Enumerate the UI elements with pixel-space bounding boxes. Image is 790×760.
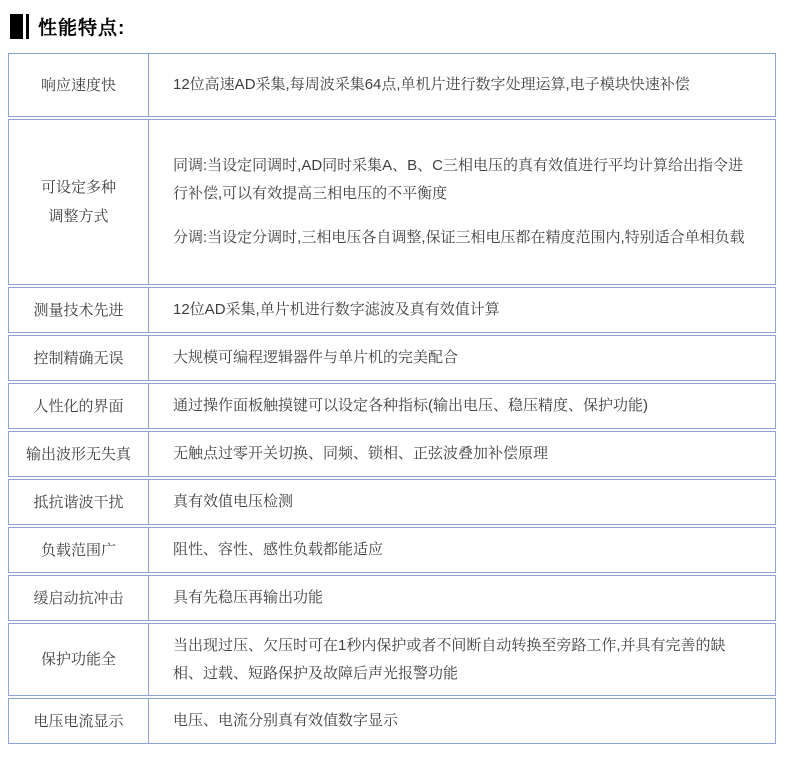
table-row xyxy=(8,623,776,696)
feature-label-cell xyxy=(9,480,149,524)
feature-content-paragraph: 当出现过压、欠压时可在1秒内保护或者不间断自动转换至旁路工作,并具有完善的缺相、过载、短路保护及故障后声光报警功能 xyxy=(173,636,726,682)
feature-content-paragraph: 电压、电流分别真有效值数字显示 xyxy=(173,712,399,729)
feature-label-cell xyxy=(9,54,149,116)
feature-content-cell xyxy=(149,432,775,476)
feature-label-line: 人性化的界面 xyxy=(33,397,124,415)
table-row xyxy=(8,479,776,525)
feature-content-cell xyxy=(149,480,775,524)
feature-label-cell xyxy=(9,576,149,620)
page-title xyxy=(10,13,790,40)
feature-content-paragraph: 具有先稳压再输出功能 xyxy=(173,589,324,606)
feature-label-cell xyxy=(9,384,149,428)
feature-content-paragraph: 通过操作面板触摸键可以设定各种指标(输出电压、稳压精度、保护功能) xyxy=(173,397,648,414)
feature-label-cell xyxy=(9,288,149,332)
feature-label-line: 输出波形无失真 xyxy=(25,445,131,463)
table-row xyxy=(8,383,776,429)
table-row xyxy=(8,698,776,744)
feature-content-cell xyxy=(149,699,775,743)
feature-label-line: 缓启动抗冲击 xyxy=(33,589,124,607)
feature-content-paragraph: 真有效值电压检测 xyxy=(173,493,294,510)
feature-content-cell xyxy=(149,54,775,116)
feature-label-line: 调整方式 xyxy=(48,208,109,225)
title-marker-icon xyxy=(10,14,29,39)
title-marker-thick-bar xyxy=(10,14,23,39)
feature-label-cell xyxy=(9,336,149,380)
feature-label-cell xyxy=(9,699,149,743)
page-title-text: 性能特点: xyxy=(38,18,126,39)
feature-content-cell xyxy=(149,528,775,572)
feature-content-paragraph: 无触点过零开关切换、同频、锁相、正弦波叠加补偿原理 xyxy=(173,445,549,462)
feature-content-paragraph: 分调:当设定分调时,三相电压各自调整,保证三相电压都在精度范围内,特别适合单相负载 xyxy=(173,229,745,246)
feature-label-cell xyxy=(9,624,149,695)
title-marker-thin-bar xyxy=(26,14,29,39)
feature-label-line: 保护功能全 xyxy=(40,651,116,668)
feature-label-line: 负载范围广 xyxy=(40,541,116,559)
feature-label-line: 响应速度快 xyxy=(40,76,116,94)
table-row xyxy=(8,53,776,117)
feature-content-paragraph: 阻性、容性、感性负载都能适应 xyxy=(173,541,384,558)
table-row xyxy=(8,119,776,285)
table-row xyxy=(8,527,776,573)
feature-content-cell xyxy=(149,288,775,332)
feature-content-cell xyxy=(149,120,775,284)
feature-label-cell xyxy=(9,432,149,476)
feature-label-line: 控制精确无误 xyxy=(33,349,124,367)
feature-content-cell xyxy=(149,576,775,620)
feature-content-cell xyxy=(149,384,775,428)
table-row xyxy=(8,287,776,333)
feature-label-line: 电压电流显示 xyxy=(33,712,124,730)
table-row xyxy=(8,431,776,477)
feature-label-line: 抵抗谐波干扰 xyxy=(33,493,124,511)
feature-content-cell xyxy=(149,336,775,380)
feature-content-paragraph: 12位高速AD采集,每周波采集64点,单机片进行数字处理运算,电子模块快速补偿 xyxy=(173,76,690,93)
feature-label-cell xyxy=(9,528,149,572)
feature-label-line: 可设定多种 xyxy=(40,179,116,196)
feature-content-cell xyxy=(149,624,775,695)
table-row xyxy=(8,335,776,381)
feature-label-line: 测量技术先进 xyxy=(33,301,124,319)
table-row xyxy=(8,575,776,621)
feature-label-cell xyxy=(9,120,149,284)
feature-content-paragraph: 同调:当设定同调时,AD同时采集A、B、C三相电压的真有效值进行平均计算给出指令进行补偿,可以有效提高三相电压的不平衡度 xyxy=(173,157,744,202)
features-table xyxy=(8,53,776,744)
feature-content-paragraph: 12位AD采集,单片机进行数字滤波及真有效值计算 xyxy=(173,301,500,318)
feature-content-paragraph: 大规模可编程逻辑器件与单片机的完美配合 xyxy=(173,349,459,366)
